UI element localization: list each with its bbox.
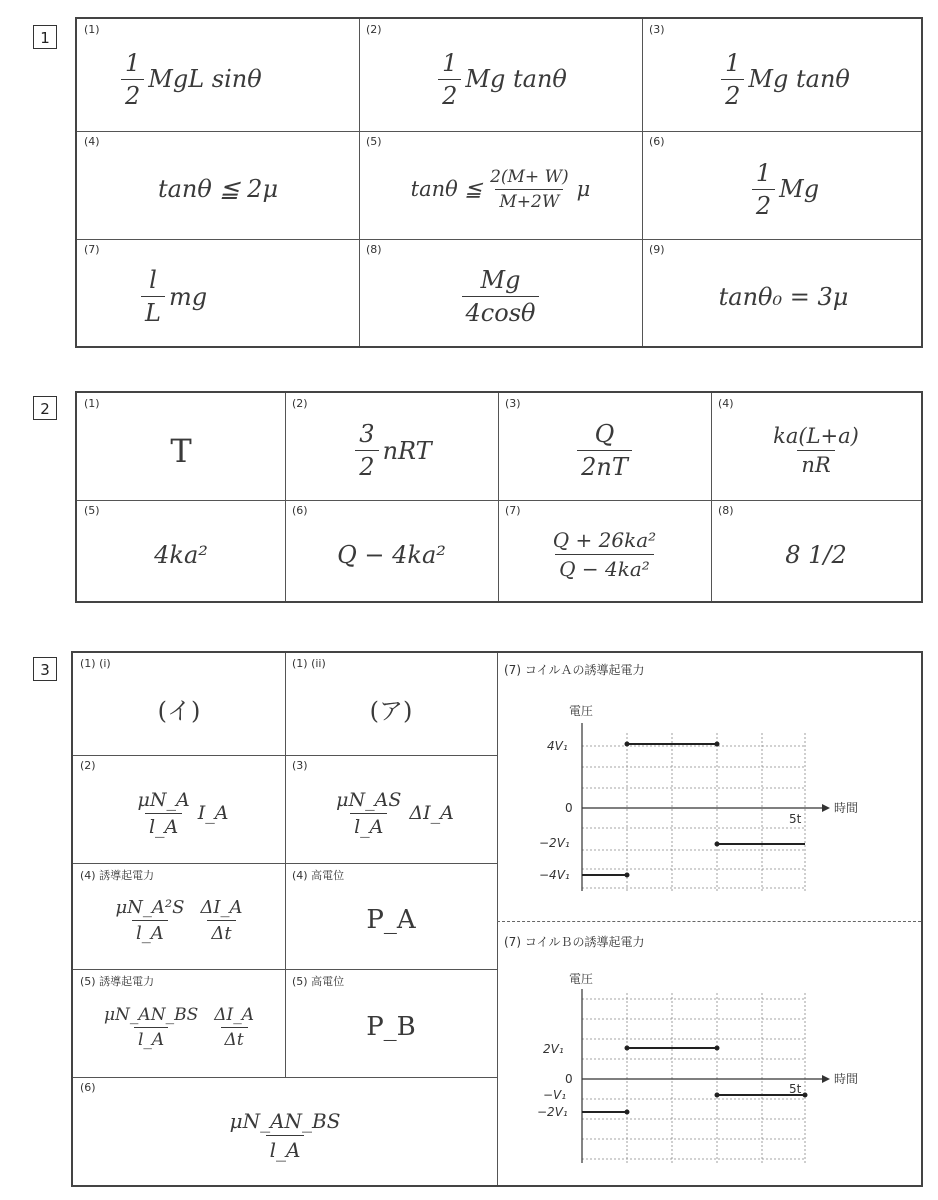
fraction-numerator: Mg [480, 266, 521, 294]
fraction-numerator: l [149, 266, 157, 294]
fraction-numerator: Q + 26ka² [552, 528, 657, 552]
data-point [803, 1093, 808, 1098]
y-tick-label: −2V₁ [537, 1105, 568, 1119]
answer-cell-3-4a [73, 863, 285, 969]
fraction-numerator: Q [594, 420, 615, 448]
graph-coil-a [497, 653, 921, 921]
answer-label: (3) [649, 23, 665, 36]
answer-label: (6) [649, 135, 665, 148]
y-tick-label: 0 [565, 801, 573, 815]
answer-text: nRT [382, 436, 432, 465]
answer-cell-1-4 [77, 131, 359, 239]
fraction-denominator: l_A [145, 813, 182, 838]
answer-label: (4) [84, 135, 100, 148]
fraction-denominator: l_A [266, 1135, 305, 1162]
answer-cell-1-3 [642, 19, 925, 131]
answer-label: (4) 高電位 [292, 869, 345, 882]
fraction-denominator: 2nT [577, 450, 632, 481]
answer-cell-1-1 [77, 19, 359, 131]
question-number-1: 1 [33, 25, 57, 49]
answer-label: (6) [80, 1081, 96, 1094]
answer-cell-1-7 [77, 239, 359, 346]
graph-a-svg [497, 653, 921, 921]
graph-b-svg [497, 921, 921, 1185]
answer-cell-1-9 [642, 239, 925, 346]
fraction-denominator: Δt [221, 1027, 248, 1050]
fraction-numerator: μN_A [137, 788, 190, 811]
fraction-numerator: ΔI_A [214, 1004, 254, 1025]
question-number-2: 2 [33, 396, 57, 420]
fraction-numerator: 1 [442, 48, 458, 77]
fraction-denominator: l_A [350, 813, 387, 838]
fraction-numerator: ka(L+a) [773, 424, 859, 448]
fraction-numerator: 2(M+ W) [490, 166, 569, 187]
x-axis-label: 時間 [834, 1072, 859, 1086]
answer-text: ΔI_A [409, 802, 454, 824]
fraction-denominator: 2 [355, 450, 378, 481]
data-point [715, 1093, 720, 1098]
answer-cell-3-4b [285, 863, 497, 969]
fraction-numerator: μN_AN_BS [104, 1004, 199, 1025]
answer-label: (2) [366, 23, 382, 36]
graph-coil-b [497, 921, 921, 1185]
answer-label: (5) [366, 135, 382, 148]
fraction-numerator: 1 [755, 158, 772, 187]
y-tick-label: −V₁ [543, 1088, 567, 1102]
answer-cell-2-3 [498, 393, 711, 500]
answer-text: tanθ ≦ 2μ [157, 175, 279, 203]
fraction-denominator: M+2W [495, 189, 563, 212]
graph-title: (7) コイルＡの誘導起電力 [504, 663, 645, 677]
x-axis-arrow [822, 1075, 830, 1083]
answer-cell-1-8 [359, 239, 642, 346]
y-axis-label: 電圧 [569, 704, 594, 718]
answer-cell-2-6 [285, 500, 498, 601]
answer-label: (6) [292, 504, 308, 517]
answer-text: I_A [197, 802, 229, 824]
answer-cell-3-1ii [285, 653, 497, 755]
answer-cell-3-5b [285, 969, 497, 1077]
answer-cell-2-8 [711, 500, 921, 601]
answer-text: (イ) [157, 696, 201, 725]
fraction-numerator: ΔI_A [200, 896, 243, 918]
fraction-numerator: 1 [125, 48, 141, 77]
answer-text: μ [576, 177, 591, 201]
answer-cell-2-1 [77, 393, 285, 500]
answer-label: (5) 誘導起電力 [80, 975, 155, 988]
fraction-denominator: 2 [438, 79, 461, 110]
x-tick-label: 5t [789, 812, 802, 826]
fraction-numerator: μN_AS [336, 788, 402, 811]
answer-label: (3) [505, 397, 521, 410]
fraction-denominator: 2 [121, 79, 144, 110]
question-number-3: 3 [33, 657, 57, 681]
answer-cell-2-7 [498, 500, 711, 601]
answer-label: (8) [718, 504, 734, 517]
answer-label: (1) [84, 23, 100, 36]
fraction-denominator: 4cosθ [462, 296, 540, 327]
section-3-answer-table [71, 651, 923, 1187]
answer-label: (5) [84, 504, 100, 517]
data-point [715, 1046, 720, 1051]
answer-text: 4ka² [154, 540, 208, 569]
fraction-denominator: 2 [721, 79, 744, 110]
answer-text: Mg tanθ [748, 65, 850, 93]
answer-text: 8 1/2 [785, 540, 847, 569]
y-tick-label: −4V₁ [539, 868, 570, 882]
answer-label: (7) [84, 243, 100, 256]
data-point [625, 873, 630, 878]
answer-cell-3-3 [285, 755, 497, 863]
y-tick-label: 2V₁ [543, 1042, 564, 1056]
answer-cell-2-2 [285, 393, 498, 500]
answer-label: (4) 誘導起電力 [80, 869, 155, 882]
answer-text: MgL sinθ [148, 65, 262, 93]
fraction-denominator: l_A [134, 1027, 168, 1050]
answer-cell-3-1i [73, 653, 285, 755]
answer-label: (2) [292, 397, 308, 410]
answer-text: Mg tanθ [465, 65, 567, 93]
fraction-numerator: 3 [359, 420, 375, 448]
y-axis-label: 電圧 [569, 972, 594, 986]
answer-cell-1-6 [642, 131, 925, 239]
data-point [715, 742, 720, 747]
answer-cell-3-6 [73, 1077, 497, 1185]
answer-text: (ア) [369, 696, 413, 725]
answer-label: (1) [84, 397, 100, 410]
fraction-numerator: 1 [725, 48, 741, 77]
fraction-denominator: Δt [207, 920, 235, 944]
answer-text: tanθ₀ = 3μ [718, 282, 849, 311]
answer-text: Q − 4ka² [337, 540, 446, 569]
answer-cell-2-5 [77, 500, 285, 601]
answer-text: P_A [366, 905, 416, 935]
answer-label: (8) [366, 243, 382, 256]
answer-text: P_B [366, 1012, 416, 1042]
fraction-denominator: nR [797, 450, 834, 477]
x-tick-label: 5t [789, 1082, 802, 1096]
grid [582, 733, 805, 891]
fraction-denominator: l_A [132, 920, 168, 944]
answer-text: mg [168, 282, 208, 311]
answer-label: (1) (ii) [292, 657, 326, 670]
graph-title: (7) コイルＢの誘導起電力 [504, 935, 645, 949]
y-tick-label: 0 [565, 1072, 573, 1086]
fraction-denominator: Q − 4ka² [555, 554, 654, 581]
answer-cell-2-4 [711, 393, 921, 500]
answer-label: (3) [292, 759, 308, 772]
fraction-denominator: L [141, 296, 165, 327]
x-axis-arrow [822, 804, 830, 812]
section-2-answer-table [75, 391, 923, 603]
data-point [625, 1110, 630, 1115]
answer-cell-3-5a [73, 969, 285, 1077]
answer-cell-1-5 [359, 131, 642, 239]
fraction-denominator: 2 [752, 189, 775, 220]
y-tick-label: 4V₁ [547, 739, 568, 753]
answer-text: Mg [779, 175, 820, 203]
data-point [625, 742, 630, 747]
x-axis-label: 時間 [834, 801, 859, 815]
answer-cell-3-2 [73, 755, 285, 863]
answer-label: (1) (i) [80, 657, 111, 670]
answer-label: (9) [649, 243, 665, 256]
answer-label: (5) 高電位 [292, 975, 345, 988]
data-point [625, 1046, 630, 1051]
grid [582, 993, 805, 1163]
data-point [715, 842, 720, 847]
answer-text: T [170, 431, 192, 470]
fraction-numerator: μN_A²S [115, 896, 185, 918]
answer-label: (4) [718, 397, 734, 410]
y-tick-label: −2V₁ [539, 836, 570, 850]
answer-label: (7) [505, 504, 521, 517]
answer-cell-1-2 [359, 19, 642, 131]
answer-label: (2) [80, 759, 96, 772]
answer-text: tanθ ≦ [410, 177, 483, 201]
section-1-answer-table [75, 17, 923, 348]
fraction-numerator: μN_AN_BS [229, 1108, 341, 1133]
